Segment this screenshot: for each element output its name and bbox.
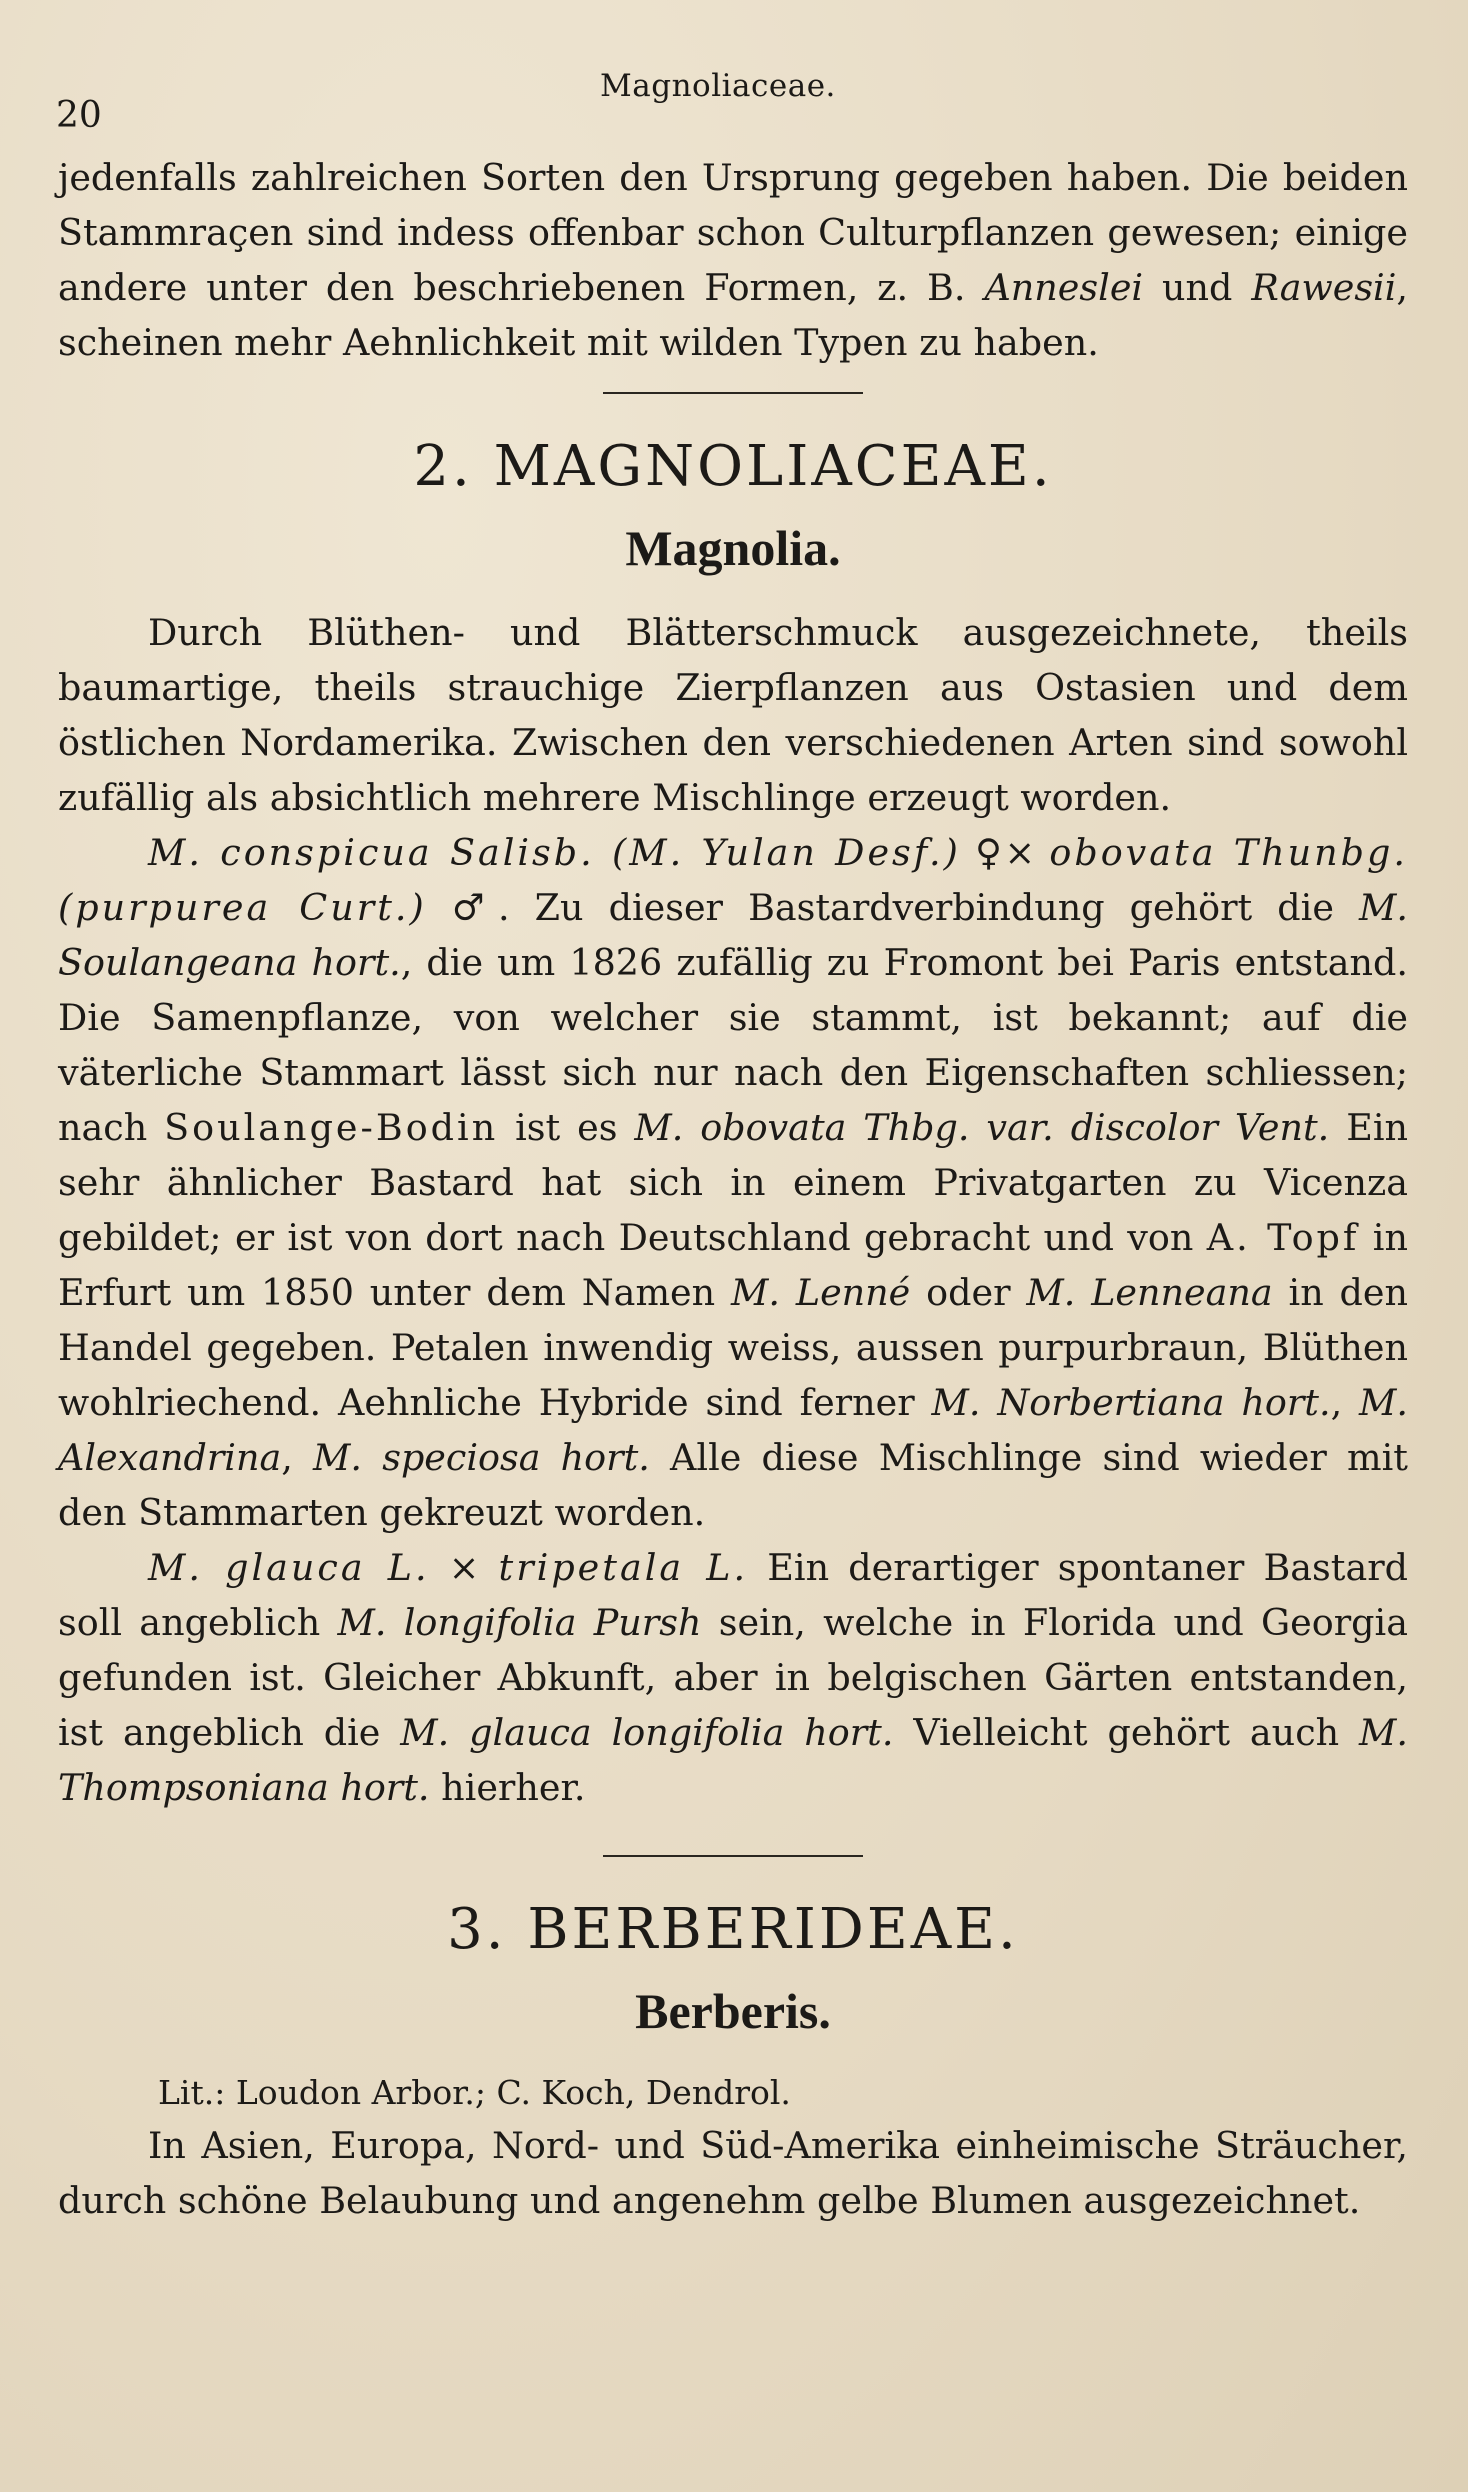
genus-heading-magnolia: Magnolia.: [625, 520, 841, 576]
page-body: [58, 150, 1408, 2228]
magnolia-hybrid-paragraph-1: M. conspicua Salisb. (M. Yulan Desf.) ♀× obovata Thunbg. (purpurea Curt.) ♂. Zu dieser Bastardverbindung gehört die M. Soulangeana hort., die um 1826 zufällig zu Fromont bei Paris entstand. Die Samenpflanze, von welcher sie stammt, ist bekannt; auf die väterliche Stammart lässt sich nur nach den Eigenschaften schliessen; nach Soulange-Bodin ist es M. obovata Thbg. var. discolor Vent. Ein sehr ähnlicher Bastard hat sich in einem Privatgarten zu Vicenza gebildet; er ist von dort nach Deutschland gebracht und von A. Topf in Erfurt um 1850 unter dem Namen M. Lenné oder M. Lenneana in den Handel gegeben. Petalen inwendig weiss, aussen purpurbraun, Blüthen wohlriechend. Aehnliche Hybride sind ferner M. Norbertiana hort., M. Alexandrina, M. speciosa hort. Alle diese Mischlinge sind wieder mit den Stammarten gekreuzt worden.: [58, 831, 1409, 1534]
magnolia-description: Durch Blüthen- und Blätterschmuck ausgezeichnete, theils baumartige, theils strauchige Zierpflanzen aus Ostasien und dem östlichen Nordamerika. Zwischen den verschiedenen Arten sind sowohl zufällig als absichtlich mehrere Mischlinge erzeugt worden.: [58, 611, 1408, 819]
running-title: Magnoliaceae.: [600, 68, 836, 104]
section-divider: [603, 392, 863, 394]
section-divider: [603, 1855, 863, 1857]
male-symbol: ♂: [451, 886, 498, 929]
intro-paragraph: jedenfalls zahlreichen Sorten den Ursprung gegeben haben. Die beiden Stammraçen sind indess offenbar schon Culturpflanzen gewesen; einige andere unter den beschriebenen Formen, z. B. Anneslei und Rawesii, scheinen mehr Aehnlichkeit mit wilden Typen zu haben.: [58, 156, 1409, 364]
genus-heading-berberis: Berberis.: [635, 1983, 831, 2039]
cross-symbol: ×: [448, 1546, 480, 1589]
literature-reference: Lit.: Loudon Arbor.; C. Koch, Dendrol.: [158, 2073, 791, 2112]
family-heading-berberideae: 3. BERBERIDEAE.: [447, 1897, 1019, 1962]
magnolia-hybrid-paragraph-2: M. glauca L. × tripetala L. Ein derartiger spontaner Bastard soll angeblich M. longifolia Pursh sein, welche in Florida und Georgia gefunden ist. Gleicher Abkunft, aber in belgischen Gärten entstanden, ist angeblich die M. glauca longifolia hort. Vielleicht gehört auch M. Thompsoniana hort. hierher.: [58, 1546, 1409, 1809]
page-header: [0, 0, 1468, 140]
family-heading-magnoliaceae: 2. MAGNOLIACEAE.: [413, 434, 1053, 499]
female-symbol: ♀: [975, 831, 1005, 874]
page-number: 20: [56, 95, 102, 136]
cross-symbol: ×: [1004, 831, 1036, 874]
berberis-description: In Asien, Europa, Nord- und Süd-Amerika einheimische Sträucher, durch schöne Belaubung und angenehm gelbe Blumen ausgezeichnet.: [58, 2124, 1408, 2222]
